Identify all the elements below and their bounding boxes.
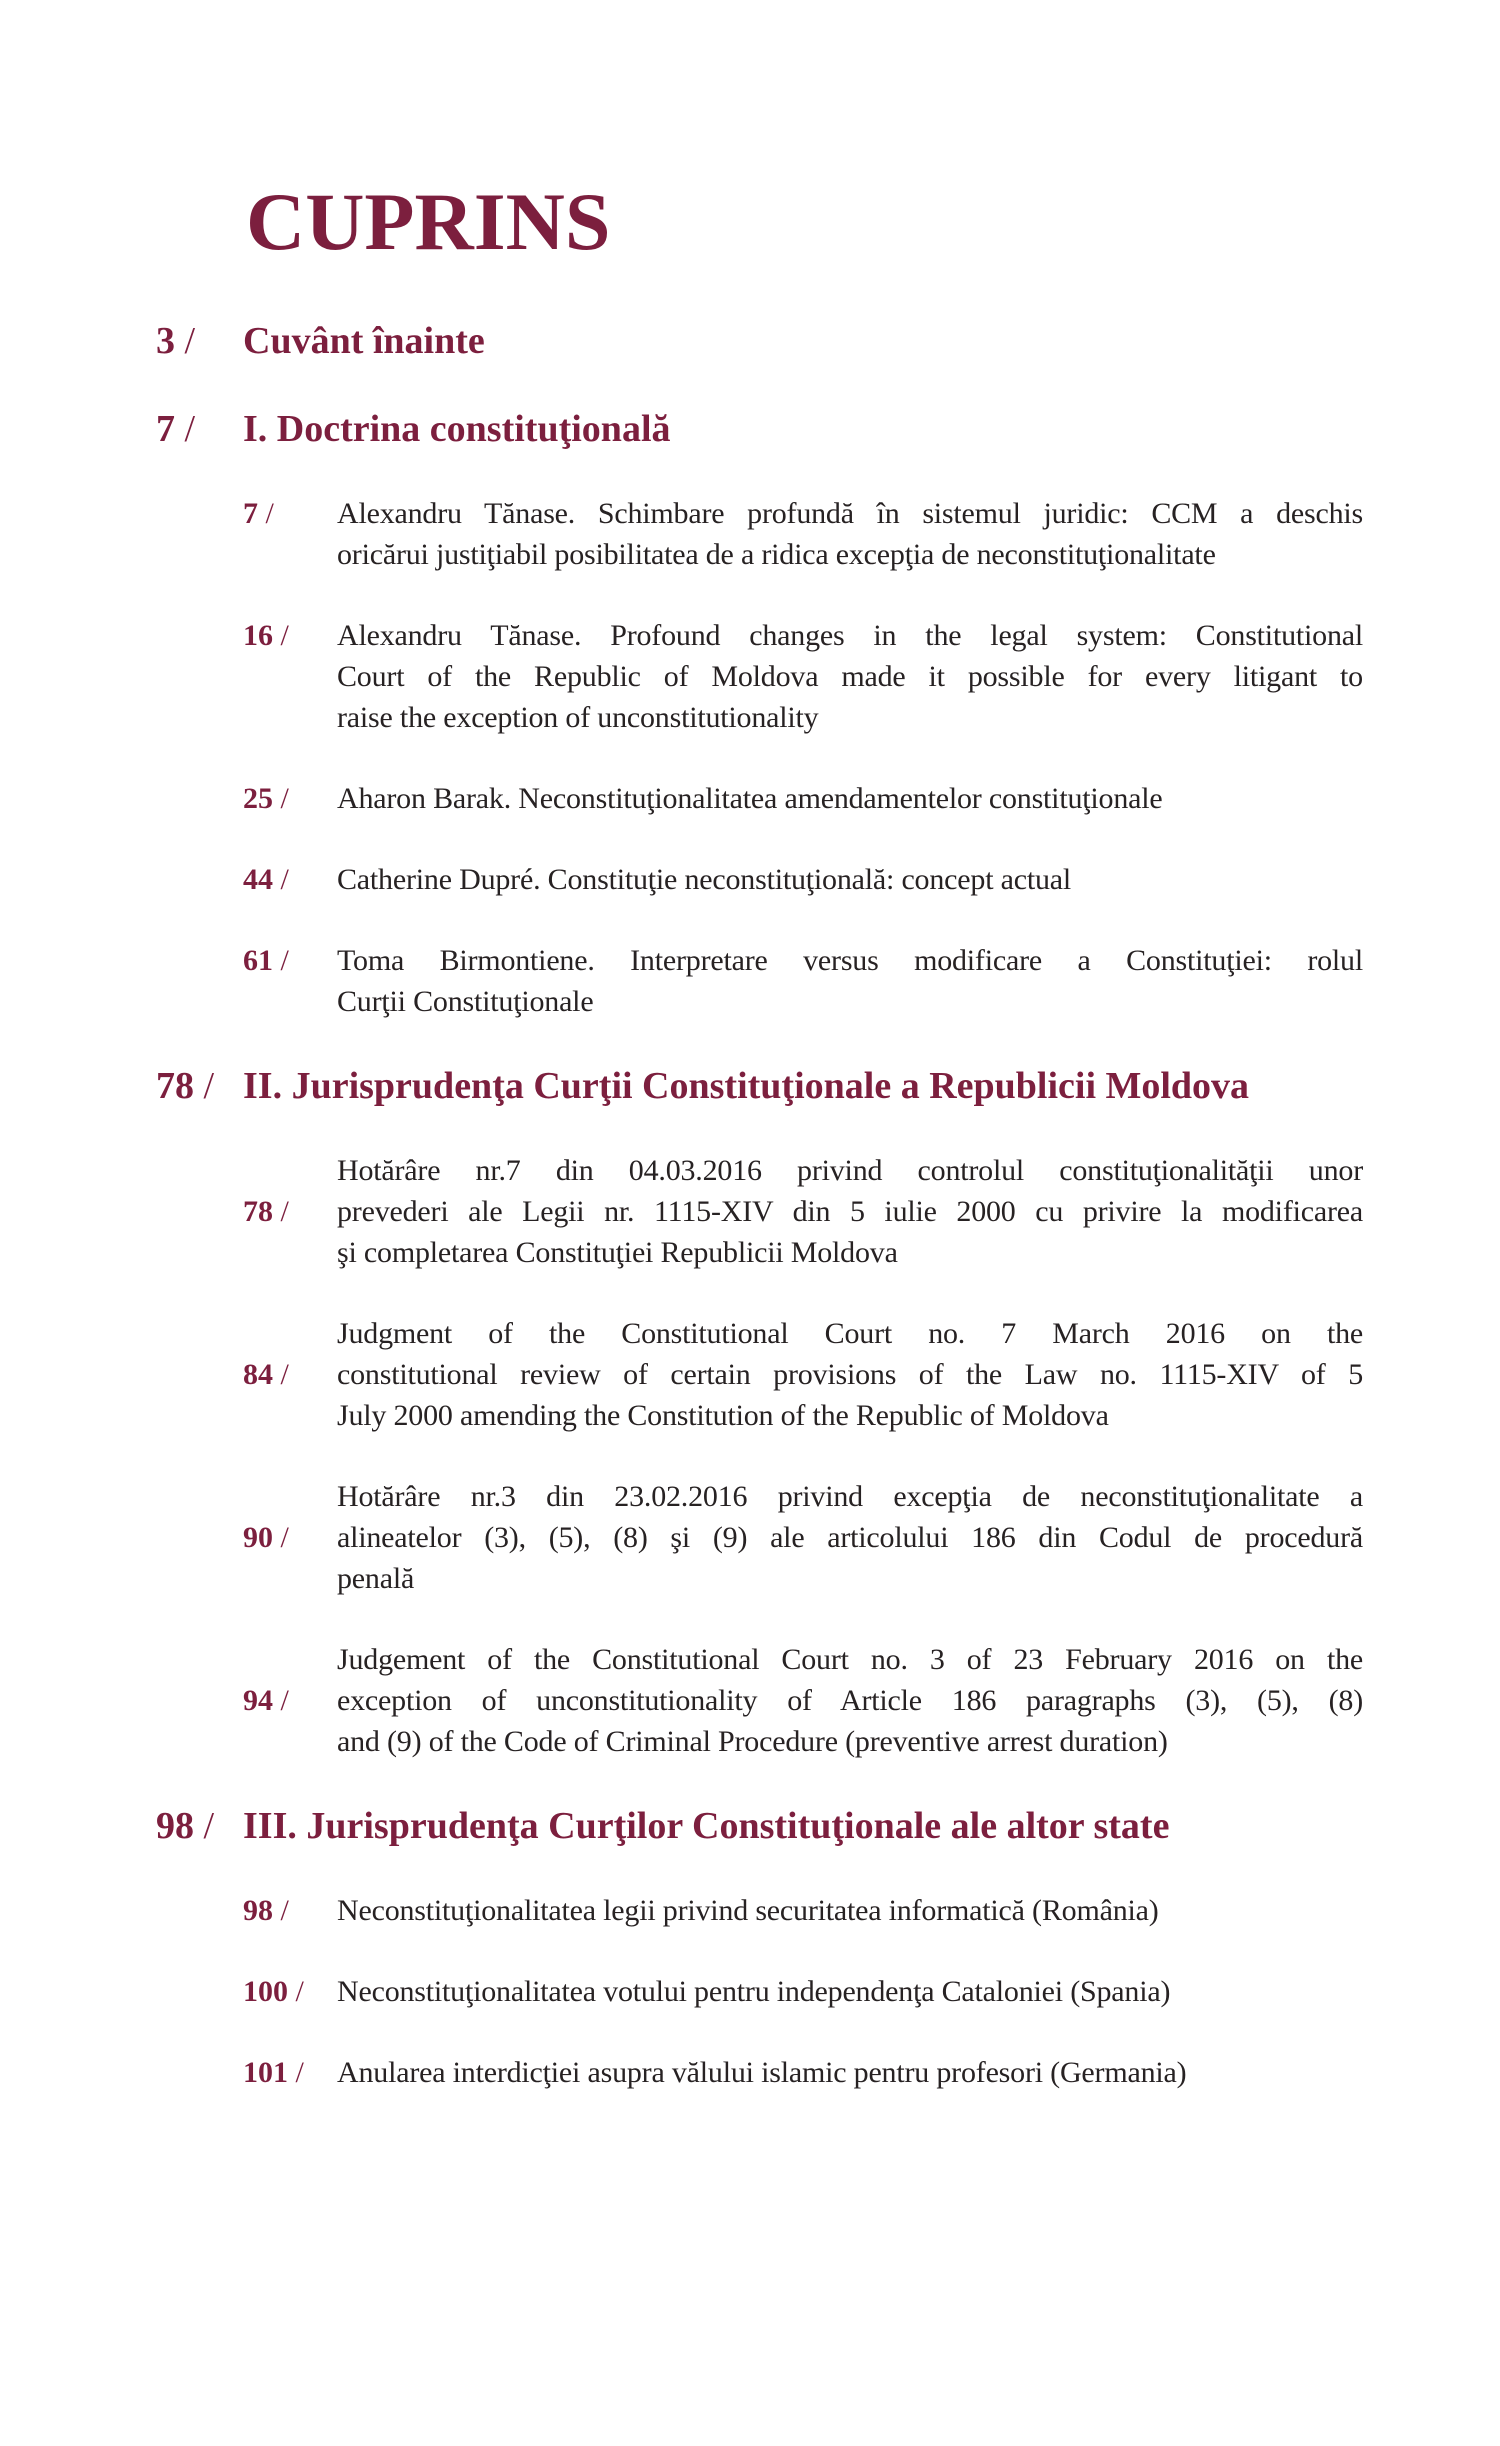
slash-separator: / — [273, 1894, 289, 1927]
page-number-column — [243, 1680, 289, 1721]
slash-separator: / — [273, 944, 289, 977]
entry-line: Toma Birmontiene. Interpretare versus modificare a Constituţiei: rolul — [337, 944, 1363, 977]
page-number-column — [243, 940, 289, 981]
entry-line: Judgement of the Constitutional Court no. 3 of 23 February 2016 on the — [337, 1643, 1363, 1676]
toc-page-number: 61 — [243, 944, 273, 977]
slash-separator: / — [273, 782, 289, 815]
slash-separator: / — [258, 497, 274, 530]
toc-section-row — [156, 1062, 1500, 1110]
page-number-column — [243, 1354, 289, 1395]
page-number-column — [243, 615, 289, 656]
slash-separator: / — [273, 1358, 289, 1391]
toc-entry-row — [243, 493, 1363, 575]
toc-entry-row — [243, 1890, 1363, 1931]
toc-section-row — [156, 1802, 1500, 1850]
entry-line: exception of unconstitutionality of Article 186 paragraphs (3), (5), (8) — [337, 1684, 1363, 1717]
section-title: Cuvânt înainte — [243, 320, 485, 362]
entry-text — [337, 615, 1363, 738]
entry-line: Court of the Republic of Moldova made it possible for every litigant to — [337, 660, 1363, 693]
page-title: CUPRINS — [246, 176, 611, 267]
section-title: I. Doctrina constituţională — [243, 408, 671, 450]
entry-line: Hotărâre nr.3 din 23.02.2016 privind excepţia de neconstituţionalitate a — [337, 1480, 1363, 1513]
toc-section-row — [156, 405, 1500, 453]
toc-page-number: 78 — [243, 1195, 273, 1228]
entry-text — [337, 1971, 1363, 2012]
entry-line: prevederi ale Legii nr. 1115-XIV din 5 iulie 2000 cu privire la modificarea — [337, 1195, 1363, 1228]
slash-separator: / — [288, 1975, 304, 2008]
section-title: II. Jurisprudenţa Curţii Constituţionale a Republicii Moldova — [243, 1065, 1250, 1107]
entry-text — [337, 859, 1363, 900]
toc-entry-row — [243, 1150, 1363, 1273]
page-number-column — [156, 1802, 243, 1850]
slash-separator: / — [273, 863, 289, 896]
entry-line: constitutional review of certain provisions of the Law no. 1115-XIV of 5 — [337, 1358, 1363, 1391]
entry-line: Aharon Barak. Neconstituţionalitatea amendamentelor constituţionale — [337, 782, 1163, 815]
page-number-column — [243, 778, 289, 819]
page-number-column — [156, 317, 243, 365]
entry-line: Anularea interdicţiei asupra vălului islamic pentru profesori (Germania) — [337, 2056, 1187, 2089]
toc-page-number: 84 — [243, 1358, 273, 1391]
entry-line: July 2000 amending the Constitution of the Republic of Moldova — [337, 1399, 1109, 1432]
table-of-contents — [0, 317, 1500, 2093]
entry-line: alineatelor (3), (5), (8) şi (9) ale articolului 186 din Codul de procedură — [337, 1521, 1363, 1554]
entry-line: raise the exception of unconstitutionality — [337, 701, 819, 734]
entry-text — [337, 1476, 1363, 1599]
toc-entry-row — [243, 1313, 1363, 1436]
entry-line: şi completarea Constituţiei Republicii Moldova — [337, 1236, 898, 1269]
entry-line: Neconstituţionalitatea legii privind securitatea informatică (România) — [337, 1894, 1159, 1927]
page-number-column — [156, 405, 243, 453]
entry-line: Neconstituţionalitatea votului pentru independenţa Cataloniei (Spania) — [337, 1975, 1171, 2008]
toc-page-number: 78 — [156, 1065, 194, 1107]
entry-line: Judgment of the Constitutional Court no. 7 March 2016 on the — [337, 1317, 1363, 1350]
page-number-column — [243, 1890, 289, 1931]
page-number-column — [243, 493, 274, 534]
entry-text — [337, 1313, 1363, 1436]
entry-line: Alexandru Tănase. Schimbare profundă în sistemul juridic: CCM a deschis — [337, 497, 1363, 530]
toc-section-row — [156, 317, 1500, 365]
slash-separator: / — [273, 1195, 289, 1228]
toc-page-number: 98 — [243, 1894, 273, 1927]
slash-separator: / — [194, 1805, 215, 1847]
entry-text — [337, 940, 1363, 1022]
page-number-column — [156, 1062, 243, 1110]
slash-separator: / — [288, 2056, 304, 2089]
entry-line: Catherine Dupré. Constituţie neconstituţională: concept actual — [337, 863, 1072, 896]
slash-separator: / — [273, 1684, 289, 1717]
entry-text — [337, 493, 1363, 575]
toc-page-number: 7 — [156, 408, 175, 450]
toc-entry-row — [243, 778, 1363, 819]
toc-entry-row — [243, 2052, 1363, 2093]
toc-page-number: 90 — [243, 1521, 273, 1554]
toc-page-number: 44 — [243, 863, 273, 896]
toc-page-number: 98 — [156, 1805, 194, 1847]
toc-page — [0, 176, 1500, 2446]
slash-separator: / — [273, 1521, 289, 1554]
toc-entry-row — [243, 1971, 1363, 2012]
toc-entry-row — [243, 859, 1363, 900]
slash-separator: / — [175, 408, 196, 450]
toc-page-number: 94 — [243, 1684, 273, 1717]
toc-entry-row — [243, 615, 1363, 738]
entry-text — [337, 1639, 1363, 1762]
entry-line: oricărui justiţiabil posibilitatea de a ridica excepţia de neconstituţionalitate — [337, 538, 1216, 571]
page-number-column — [243, 2052, 304, 2093]
toc-page-number: 3 — [156, 320, 175, 362]
toc-entry-row — [243, 1639, 1363, 1762]
slash-separator: / — [175, 320, 196, 362]
page-number-column — [243, 1971, 304, 2012]
entry-line: Curţii Constituţionale — [337, 985, 594, 1018]
slash-separator: / — [194, 1065, 215, 1107]
entry-line: Alexandru Tănase. Profound changes in the legal system: Constitutional — [337, 619, 1363, 652]
page-number-column — [243, 859, 289, 900]
toc-entry-row — [243, 940, 1363, 1022]
toc-page-number: 7 — [243, 497, 258, 530]
slash-separator: / — [273, 619, 289, 652]
entry-text — [337, 1150, 1363, 1273]
toc-page-number: 100 — [243, 1975, 288, 2008]
entry-line: Hotărâre nr.7 din 04.03.2016 privind controlul constituţionalităţii unor — [337, 1154, 1363, 1187]
section-title: III. Jurisprudenţa Curţilor Constituţionale ale altor state — [243, 1805, 1170, 1847]
toc-page-number: 101 — [243, 2056, 288, 2089]
entry-line: penală — [337, 1562, 415, 1595]
page-number-column — [243, 1517, 289, 1558]
entry-text — [337, 2052, 1363, 2093]
toc-entry-row — [243, 1476, 1363, 1599]
toc-page-number: 16 — [243, 619, 273, 652]
entry-text — [337, 778, 1363, 819]
entry-line: and (9) of the Code of Criminal Procedure (preventive arrest duration) — [337, 1725, 1168, 1758]
toc-page-number: 25 — [243, 782, 273, 815]
entry-text — [337, 1890, 1363, 1931]
page-number-column — [243, 1191, 289, 1232]
